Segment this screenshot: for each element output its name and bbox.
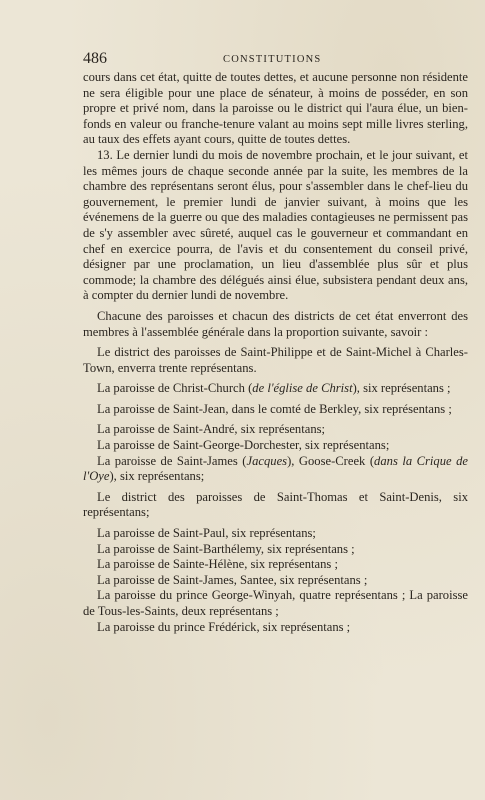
- list-item: La paroisse de Saint-James, Santee, six représentans ;: [97, 572, 368, 587]
- list-item: La paroisse de Sainte-Hélène, six représentans ;: [97, 557, 338, 572]
- paragraph-apportionment: Chacune des paroisses et chacun des districts de cet état enverront des membres à l'assemblée générale dans la proportion suivante, savoir :: [83, 308, 468, 339]
- list-item: La paroisse de Saint-Paul, six représentans;: [97, 526, 316, 541]
- list-item: La paroisse de Saint-Barthélemy, six représentans ;: [97, 541, 355, 556]
- list-item: La paroisse de Saint-Jean, dans le comté de Berkley, six représentans ;: [97, 401, 452, 416]
- running-title: CONSTITUTIONS: [223, 54, 322, 65]
- list-item: La paroisse de Saint-James (Jacques), Goose-Creek (dans la Crique de l'Oye), six représentans;: [83, 453, 469, 484]
- page-header: [83, 50, 468, 70]
- list-item: La paroisse du prince George-Winyah, quatre représentans ; La paroisse de Tous-les-Saints, deux représentans ;: [83, 588, 468, 618]
- list-item: La paroisse du prince Frédérick, six représentans ;: [97, 619, 351, 634]
- paragraph-article-13: 13. Le dernier lundi du mois de novembre prochain, et le jour suivant, et les mêmes jours de chaque seconde année par la suite, les membres de la chambre des représentans seront élus, pour s'assembler dans le chef-lieu du gouvernement, le premier lundi de janvier suivant, à moins que les événemens de la guerre ou que des maladies contagieuses ne permissent pas de s'y assembler avec sûreté, auquel cas le gouverneur et commandant en chef en exercice pourra, de l'avis et du consentement du conseil privé, désigner par une proclamation, un lieu d'assemblée plus sûr et plus commode; la chambre des délégués ainsi élue, subsistera pendant deux ans, à compter du dernier lundi de novembre.: [83, 147, 468, 303]
- list-item: La paroisse de Saint-George-Dorchester, six représentans;: [97, 438, 390, 453]
- list-item: La paroisse de Saint-André, six représentans;: [97, 422, 326, 437]
- page-number: 486: [83, 50, 107, 67]
- list-item: La paroisse de Christ-Church (de l'église de Christ), six représentans ;: [97, 381, 451, 396]
- paragraph-continuation: cours dans cet état, quitte de toutes dettes, et aucune personne non résidente ne sera éligible pour une place de sénateur, à moins de posséder, en son propre et privé nom, dans la paroisse ou le district qui l'aura élue, un bien-fonds en valeur ou franche-tenure valant au moins sept mille livres sterling, au taux des effets ayant cours, quitte de toutes dettes.: [83, 70, 468, 147]
- representation-list: [83, 381, 468, 635]
- list-item: Le district des paroisses de Saint-Thomas et Saint-Denis, six représentans;: [83, 489, 468, 520]
- paragraph-charles-town: Le district des paroisses de Saint-Philippe et de Saint-Michel à Charles-Town, enverra trente représentans.: [83, 345, 468, 375]
- body-text: [83, 70, 468, 635]
